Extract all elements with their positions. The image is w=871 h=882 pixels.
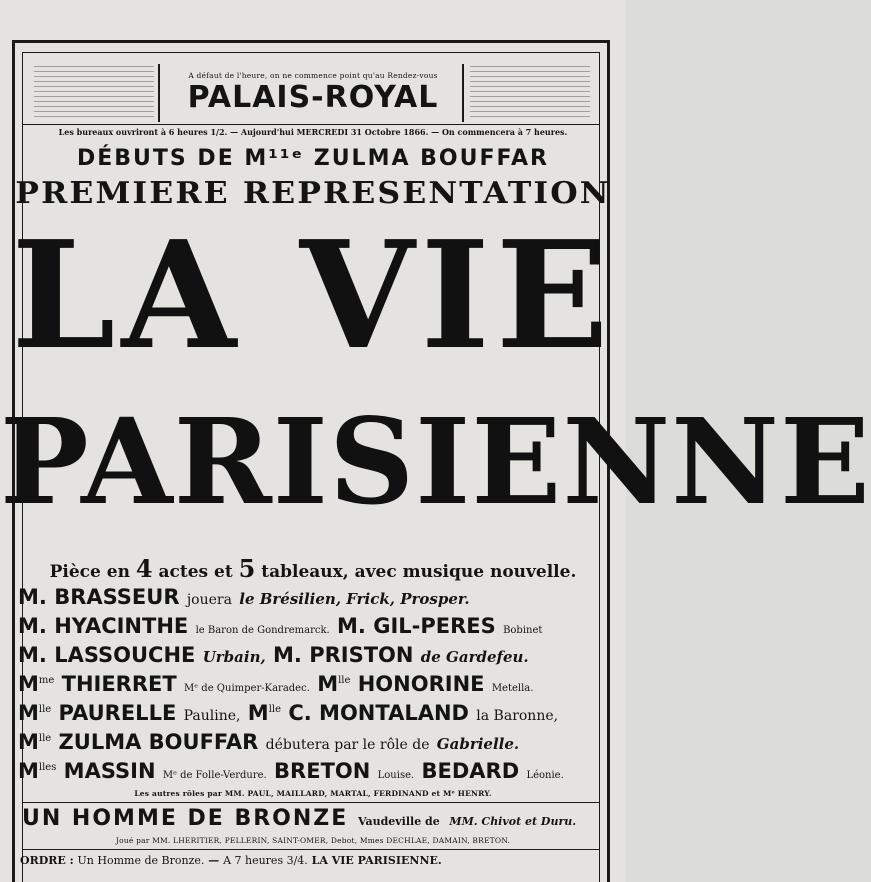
title-line-2: PARISIENNE xyxy=(0,392,871,531)
cast-role-2: la Baronne, xyxy=(476,708,559,724)
cast-name: PAURELLE xyxy=(58,701,177,725)
order-dash: — xyxy=(208,854,220,867)
second-play xyxy=(22,806,576,831)
cast-role: débutera par le rôle de xyxy=(265,737,430,753)
cast-role: Mᵉ de Quimper-Karadec. xyxy=(184,683,310,694)
cast-prefix: M. xyxy=(18,585,47,609)
cast-name-2: GIL-PERES xyxy=(373,614,496,638)
order-main: LA VIE PARISIENNE. xyxy=(311,854,442,867)
cast-line-2 xyxy=(18,614,542,638)
cast-role: le Baron de Gondremarck. xyxy=(195,625,330,636)
cast-name: BRASSEUR xyxy=(54,585,180,609)
cast-name-2: C. MONTALAND xyxy=(288,701,469,725)
cast-line-6 xyxy=(18,730,519,754)
cast-prefix: M. xyxy=(18,643,47,667)
acts-count: 4 xyxy=(135,554,153,583)
cast-role-3: Léonie. xyxy=(526,770,564,781)
second-play-authors: MM. Chivot et Duru. xyxy=(449,815,577,828)
cast-role-italic: Urbain, xyxy=(202,648,266,666)
cast-line-7 xyxy=(18,759,564,783)
second-play-title: UN HOMME DE BRONZE xyxy=(22,806,349,831)
footer-rule xyxy=(22,849,600,850)
cast-prefix-2: M. xyxy=(337,614,366,638)
cast-prefix: $M^{me}$ xyxy=(18,672,55,696)
description-mid: actes et xyxy=(158,562,233,582)
cast-role-2: Bobinet xyxy=(503,625,543,636)
cast-line-3 xyxy=(18,643,529,667)
hours-line: Les bureaux ouvriront à 6 heures 1/2. — Aujourd'hui MERCREDI 31 Octobre 1866. — On commencera à 7 heures. xyxy=(58,127,568,137)
cast-line-1 xyxy=(18,585,470,609)
cast-role-italic: Gabrielle. xyxy=(436,735,520,753)
second-play-genre: Vaudeville de xyxy=(357,815,440,828)
cast-prefix-2: $M^{lle}$ xyxy=(317,672,351,696)
description-post: tableaux, avec musique nouvelle. xyxy=(261,562,577,582)
cast-prefix: M. xyxy=(18,614,47,638)
cast-role-2-italic: de Gardefeu. xyxy=(420,648,529,666)
description-pre: Pièce en xyxy=(49,562,130,582)
cast-role-2: Metella. xyxy=(491,683,534,694)
cast-prefix: $M^{lles}$ xyxy=(18,759,57,783)
cast-line-5 xyxy=(18,701,558,725)
tableaux-count: 5 xyxy=(238,554,256,583)
cast-name-2: BRETON xyxy=(274,759,371,783)
theatre-name: PALAIS-ROYAL xyxy=(187,80,439,115)
cast-name: THIERRET xyxy=(61,672,177,696)
cast-rule xyxy=(22,802,600,803)
cast-prefix-2: $M^{lle}$ xyxy=(247,701,282,725)
order-line xyxy=(20,854,442,867)
top-notice: A défaut de l'heure, on ne commence point qu'au Rendez-vous xyxy=(188,71,438,80)
cast-prefix: $M^{lle}$ xyxy=(18,701,52,725)
cast-name: LASSOUCHE xyxy=(54,643,196,667)
order-label: ORDRE : xyxy=(20,854,74,867)
cast-name-2: HONORINE xyxy=(357,672,485,696)
cast-name-2: PRISTON xyxy=(309,643,414,667)
second-play-cast: Joué par MM. LHERITIER, PELLERIN, SAINT-OMER, Debot, Mmes DECHLAE, DAMAIN, BRETON. xyxy=(115,836,511,845)
order-time: A 7 heures 3/4. xyxy=(223,854,308,867)
cast-role: jouera xyxy=(186,592,232,608)
cast-name: MASSIN xyxy=(63,759,156,783)
cast-name-3: BEDARD xyxy=(421,759,520,783)
cast-role-2: Louise. xyxy=(377,770,415,781)
cast-role: Mᵉ de Folle-Verdure. xyxy=(162,770,267,781)
cast-name: ZULMA BOUFFAR xyxy=(58,730,259,754)
cast-role: Pauline, xyxy=(183,708,241,724)
play-description xyxy=(0,554,626,583)
title-line-1: LA VIE xyxy=(11,208,615,382)
cast-prefix: $M^{lle}$ xyxy=(18,730,52,754)
other-roles: Les autres rôles par MM. PAUL, MAILLARD, MARTAL, FERDINAND et Mᵉ HENRY. xyxy=(134,789,492,798)
cast-line-4 xyxy=(18,672,533,696)
order-first: Un Homme de Bronze. xyxy=(77,854,205,867)
cast-name: HYACINTHE xyxy=(54,614,189,638)
cast-role-italic: le Brésilien, Frick, Prosper. xyxy=(239,590,470,608)
header-rule xyxy=(22,124,600,125)
cast-prefix-2: M. xyxy=(273,643,302,667)
premiere-heading: PREMIERE REPRESENTATION xyxy=(15,176,611,211)
debut-line: DÉBUTS DE M¹¹ᵉ ZULMA BOUFFAR xyxy=(77,146,549,171)
